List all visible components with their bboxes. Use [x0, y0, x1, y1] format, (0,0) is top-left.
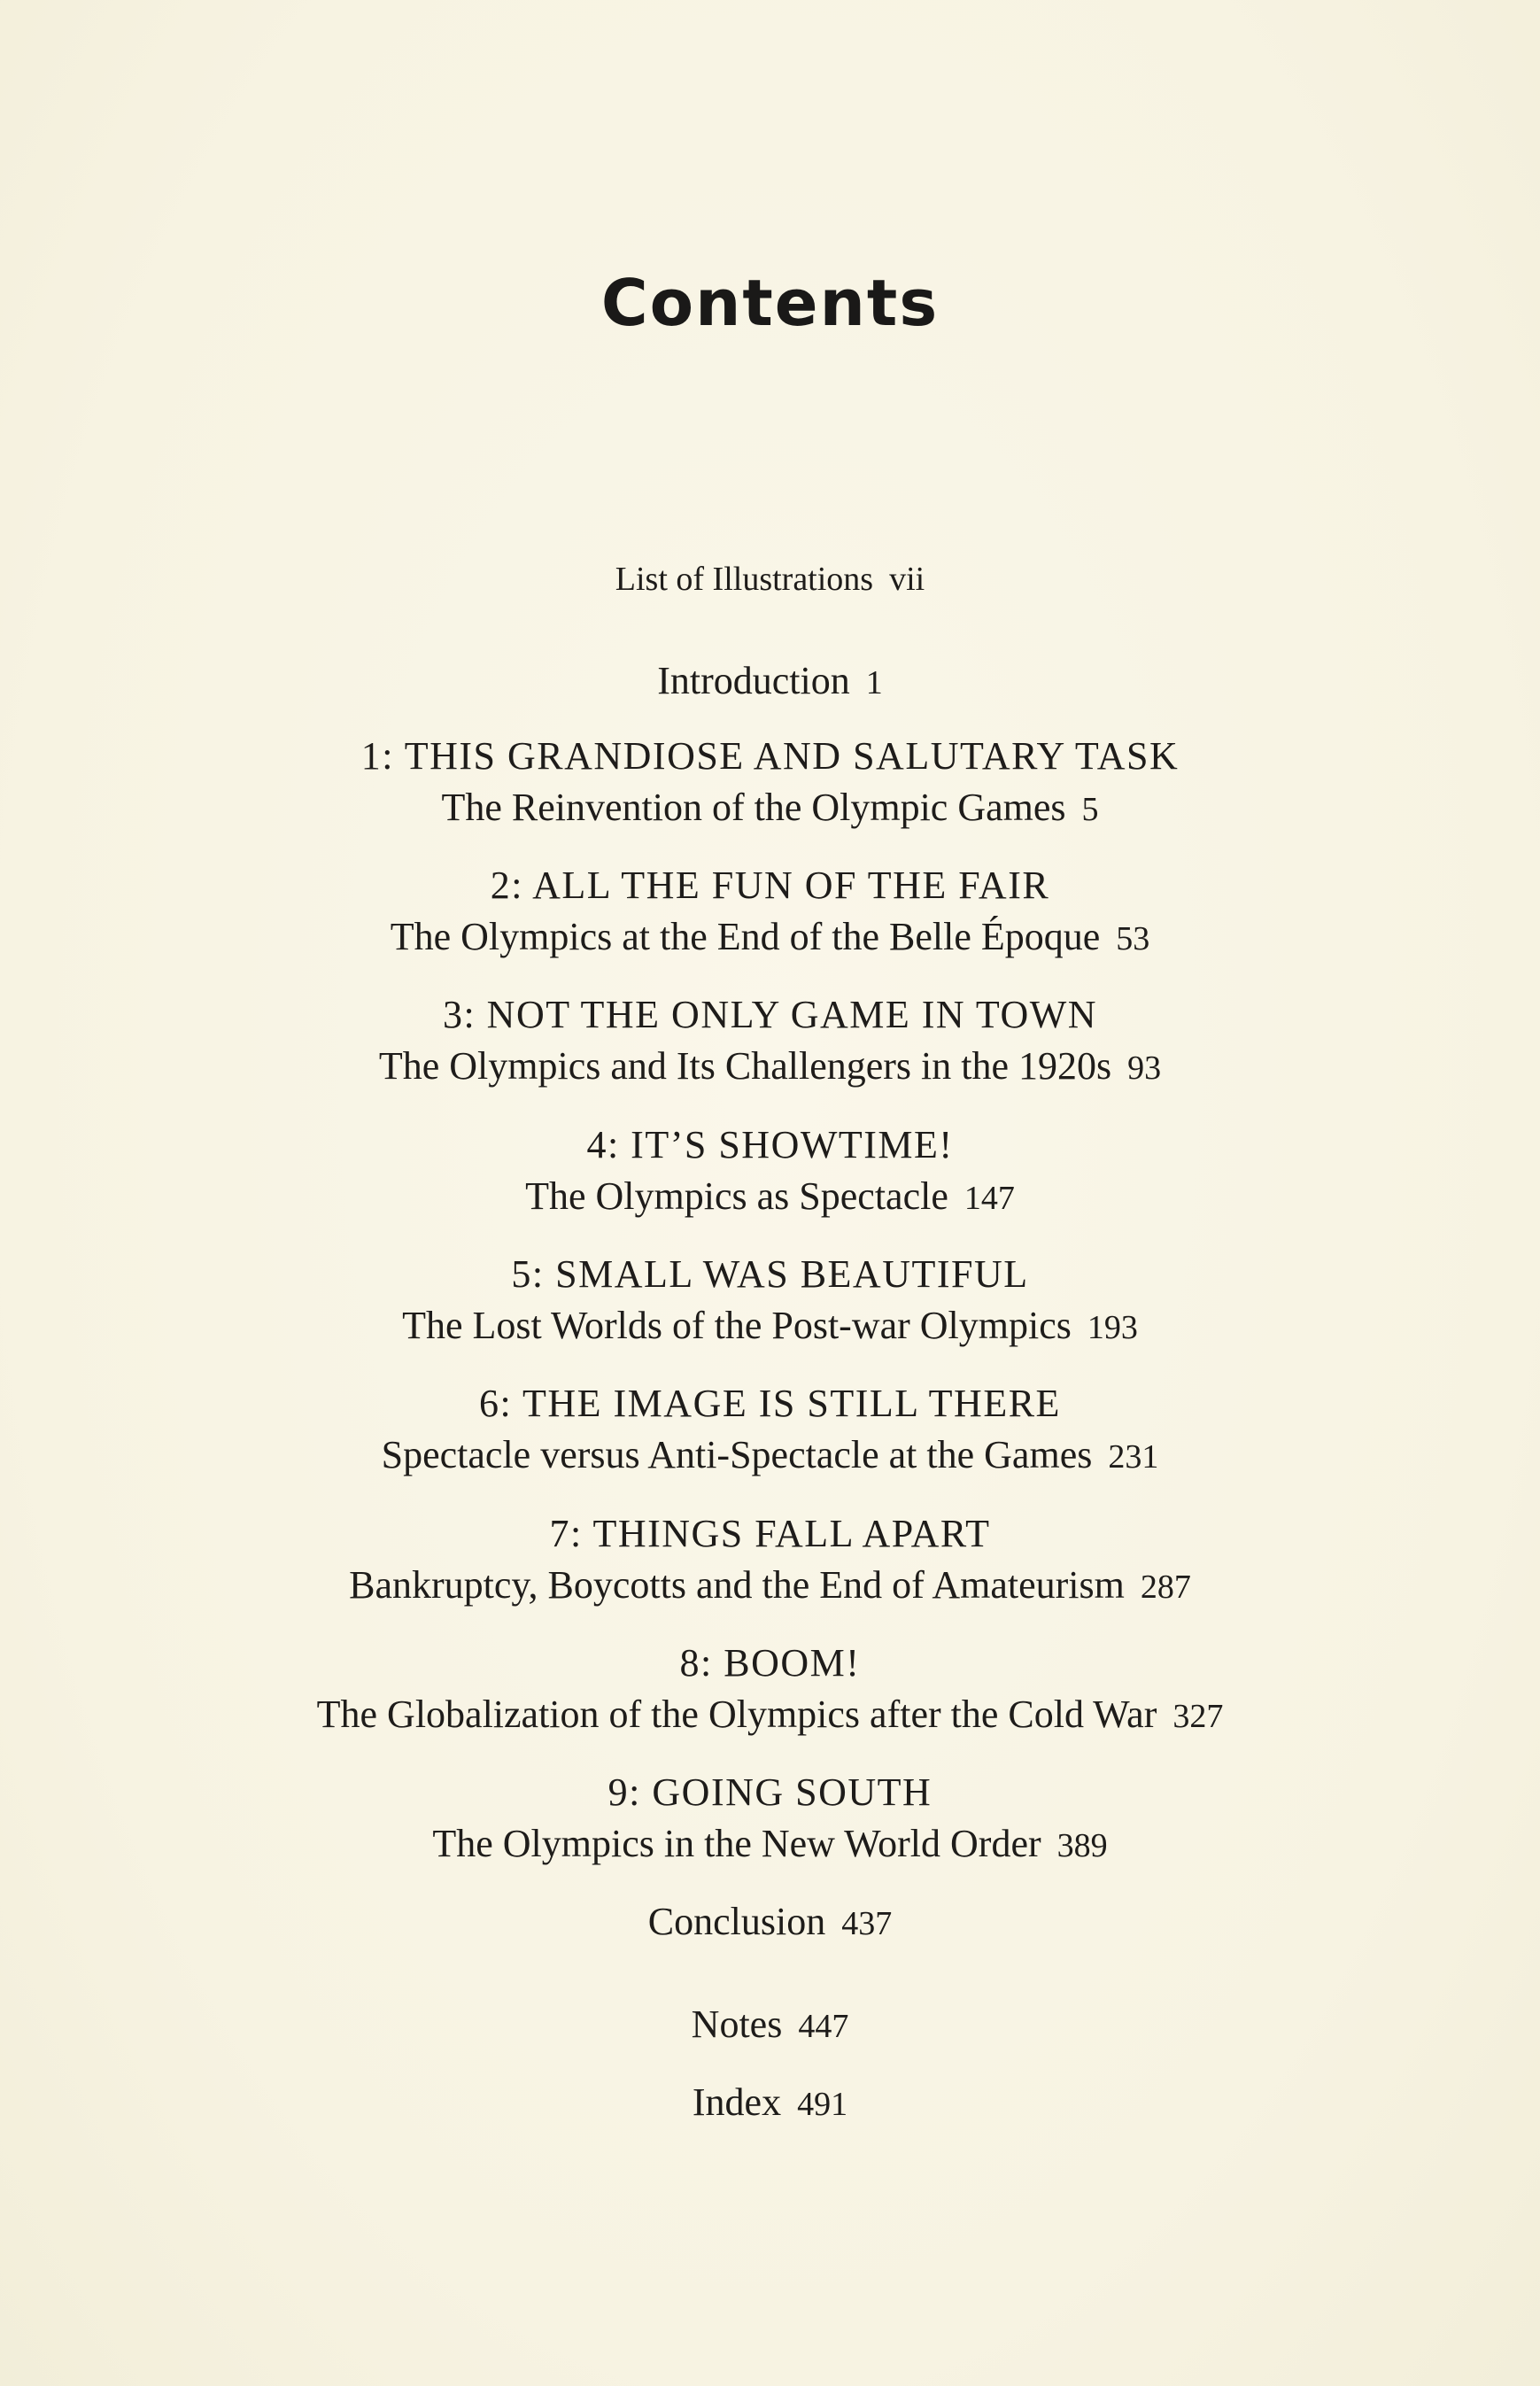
chapter-subtitle-line — [0, 911, 1540, 964]
toc-entry-chapter-1 — [0, 731, 1540, 835]
chapter-number: 8: — [679, 1641, 713, 1685]
chapter-subtitle-line — [0, 1560, 1540, 1613]
toc-entry-chapter-9 — [0, 1767, 1540, 1871]
chapter-subtitle-line — [0, 1818, 1540, 1871]
chapter-subtitle-line — [0, 1689, 1540, 1742]
chapter-subtitle: The Olympics and Its Challengers in the 1920s — [378, 1044, 1112, 1088]
page-number: 447 — [798, 2008, 849, 2045]
chapter-subtitle: The Olympics as Spectacle — [525, 1174, 948, 1218]
chapter-title: THE IMAGE IS STILL THERE — [522, 1382, 1061, 1425]
toc-entry-conclusion — [0, 1896, 1540, 1949]
page-number: vii — [889, 561, 925, 598]
page-number: 287 — [1140, 1569, 1191, 1606]
page-number: 437 — [841, 1905, 893, 1942]
page-number: 5 — [1081, 791, 1099, 828]
toc-line — [0, 2077, 1540, 2130]
chapter-subtitle: The Olympics at the End of the Belle Époque — [390, 915, 1101, 958]
chapter-title: ALL THE FUN OF THE FAIR — [532, 864, 1050, 907]
page-number: 231 — [1108, 1438, 1159, 1476]
toc-entry-illustrations — [0, 554, 1540, 605]
page-number: 53 — [1116, 920, 1150, 957]
chapter-title: IT’S SHOWTIME! — [631, 1123, 954, 1166]
chapter-title: BOOM! — [724, 1641, 861, 1685]
chapter-subtitle: The Olympics in the New World Order — [432, 1822, 1041, 1865]
chapter-title: THIS GRANDIOSE AND SALUTARY TASK — [404, 734, 1180, 778]
chapter-number: 9: — [607, 1770, 641, 1814]
toc-entry-chapter-6 — [0, 1378, 1540, 1483]
chapter-heading — [0, 1638, 1540, 1689]
chapter-heading — [0, 1767, 1540, 1818]
page-number: 1 — [865, 664, 883, 701]
chapter-subtitle: The Globalization of the Olympics after the Cold War — [316, 1693, 1157, 1736]
page-number: 93 — [1127, 1050, 1162, 1087]
chapter-heading — [0, 1378, 1540, 1429]
chapter-subtitle: The Lost Worlds of the Post-war Olympics — [402, 1304, 1072, 1347]
toc-entry-chapter-3 — [0, 989, 1540, 1094]
chapter-number: 3: — [442, 993, 476, 1036]
chapter-title: SMALL WAS BEAUTIFUL — [555, 1252, 1029, 1296]
chapter-number: 7: — [549, 1512, 583, 1555]
toc-entry-chapter-7 — [0, 1508, 1540, 1613]
chapter-heading — [0, 989, 1540, 1041]
chapter-subtitle-line — [0, 1041, 1540, 1094]
page-number: 147 — [963, 1180, 1015, 1217]
toc-entry-chapter-2 — [0, 860, 1540, 964]
chapter-heading — [0, 1508, 1540, 1560]
chapter-title: GOING SOUTH — [652, 1770, 933, 1814]
chapter-number: 1: — [360, 734, 394, 778]
chapter-number: 4: — [586, 1123, 620, 1166]
toc-line — [0, 554, 1540, 605]
entry-label: Notes — [691, 2003, 783, 2046]
page-number: 491 — [797, 2086, 848, 2123]
chapter-heading — [0, 860, 1540, 911]
chapter-heading — [0, 1119, 1540, 1171]
page-number: 193 — [1087, 1309, 1138, 1346]
toc-line — [0, 1999, 1540, 2052]
toc-line — [0, 1896, 1540, 1949]
chapter-number: 5: — [511, 1252, 545, 1296]
chapter-title: NOT THE ONLY GAME IN TOWN — [486, 993, 1098, 1036]
chapter-subtitle: The Reinvention of the Olympic Games — [441, 786, 1066, 829]
chapter-subtitle-line — [0, 1171, 1540, 1224]
chapter-subtitle: Spectacle versus Anti-Spectacle at the Games — [381, 1433, 1093, 1476]
chapter-heading — [0, 731, 1540, 782]
entry-label: Introduction — [657, 659, 850, 702]
page-number: 389 — [1056, 1827, 1108, 1864]
chapter-subtitle-line — [0, 1429, 1540, 1483]
toc-entry-chapter-4 — [0, 1119, 1540, 1224]
chapter-heading — [0, 1249, 1540, 1300]
chapter-subtitle-line — [0, 1300, 1540, 1353]
toc-entry-notes — [0, 1999, 1540, 2052]
entry-label: Conclusion — [647, 1900, 826, 1943]
chapter-title: THINGS FALL APART — [592, 1512, 991, 1555]
toc-entry-chapter-5 — [0, 1249, 1540, 1353]
toc-entry-introduction — [0, 655, 1540, 709]
chapter-number: 6: — [479, 1382, 513, 1425]
chapter-subtitle: Bankruptcy, Boycotts and the End of Amateurism — [349, 1563, 1125, 1607]
entry-label: List of Illustrations — [615, 561, 874, 598]
entry-label: Index — [692, 2080, 782, 2124]
toc-line — [0, 655, 1540, 709]
toc-entry-chapter-8 — [0, 1638, 1540, 1742]
chapter-subtitle-line — [0, 782, 1540, 835]
chapter-number: 2: — [490, 864, 524, 907]
page-number: 327 — [1172, 1698, 1224, 1735]
toc-entry-index — [0, 2077, 1540, 2130]
page-title: Contents — [600, 266, 940, 340]
